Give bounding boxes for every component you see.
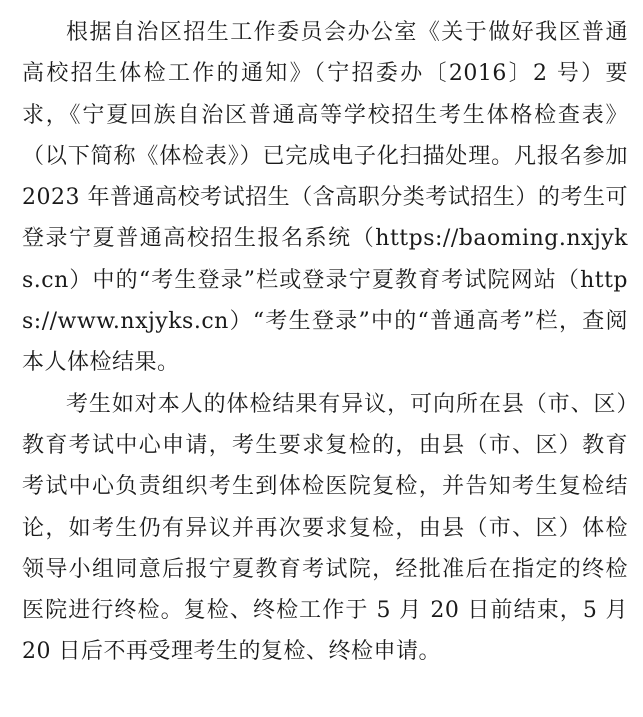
paragraph-recheck-procedure: 考生如对本人的体检结果有异议，可向所在县（市、区）教育考试中心申请，考生要求复检的，由县（市、区）教育考试中心负责组织考生到体检医院复检，并告知考生复检结论，如考生仍有异议并再次要求复检，由县（市、区）体检领导小组同意后报宁夏教育考试院，经批准后在指定的终检医院进行终检。复检、终检工作于 5 月 20 日前结束，5 月 20 日后不再受理考生的复检、终检申请。 <box>22 391 628 665</box>
paragraph-physical-exam-results: 根据自治区招生工作委员会办公室《关于做好我区普通高校招生体检工作的通知》（宁招委办〔2016〕2 号）要求，《宁夏回族自治区普通高等学校招生考生体格检查表》（以下简称《体检表》）已完成电子化扫描处理。凡报名参加 2023 年普通高校考试招生（含高职分类考试招生）的考生可登录宁夏普通高校招生报名系统（https://baoming.nxjyks.cn）中的“考生登录”栏或登录宁夏教育考试院网站（https://www.nxjyks.cn）“考生登录”中的“普通高考”栏，查阅本人体检结果。 <box>22 20 628 376</box>
document-body <box>22 12 628 673</box>
